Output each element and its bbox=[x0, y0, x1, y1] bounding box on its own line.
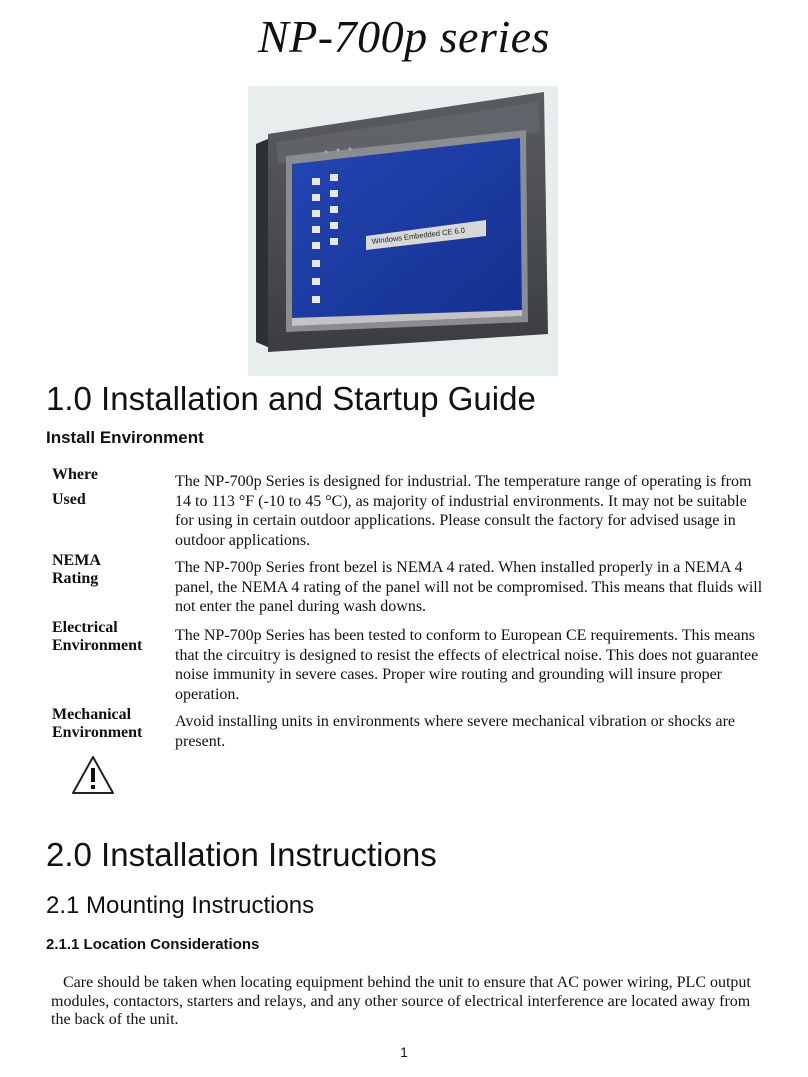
label-line: Mechanical bbox=[52, 706, 132, 723]
status-led bbox=[336, 148, 339, 151]
mounting-instructions-heading: 2.1 Mounting Instructions bbox=[46, 892, 315, 919]
install-environment-heading: Install Environment bbox=[46, 428, 204, 447]
status-led bbox=[324, 150, 327, 153]
document-title: NP-700p series bbox=[258, 11, 550, 62]
label-mechanical-environment bbox=[52, 706, 142, 742]
hmi-panel-illustration bbox=[248, 86, 558, 376]
os-logo-text: Windows Embedded CE 6.0 bbox=[371, 225, 466, 246]
label-line: Used bbox=[52, 491, 86, 508]
label-line: NEMA bbox=[52, 552, 101, 569]
label-where-used bbox=[52, 466, 98, 509]
section-heading-1: 1.0 Installation and Startup Guide bbox=[46, 380, 536, 417]
mechanical-environment-text: Avoid installing units in environments where severe mechanical vibration or shocks are present. bbox=[175, 713, 735, 750]
warning-icon bbox=[70, 754, 116, 801]
panel-side bbox=[256, 138, 270, 348]
page-number: 1 bbox=[400, 1044, 408, 1060]
location-considerations-heading: 2.1.1 Location Considerations bbox=[46, 936, 260, 953]
electrical-environment-text: The NP-700p Series has been tested to conform to European CE requirements. This means that the circuitry is designed to resist the effects of electrical noise. This does not guarantee noise immunity in severe cases. Proper wire routing and grounding will insure proper operation. bbox=[175, 627, 759, 703]
status-led bbox=[348, 147, 351, 150]
label-line: Electrical bbox=[52, 619, 118, 636]
label-line: Environment bbox=[52, 724, 143, 741]
section-heading-2: 2.0 Installation Instructions bbox=[46, 836, 437, 873]
label-electrical-environment bbox=[52, 619, 142, 655]
label-nema-rating bbox=[52, 552, 101, 588]
location-considerations-text: Care should be taken when locating equipment behind the unit to ensure that AC power wiring, PLC output modules, contactors, starters and relays, and any other source of electrical interference are located away from the back of the unit. bbox=[51, 974, 751, 1028]
product-photo bbox=[248, 86, 558, 376]
nema-rating-text: The NP-700p Series front bezel is NEMA 4 rated. When installed properly in a NEMA 4 panel, the NEMA 4 rating of the panel will not be compromised. This means that fluids will not enter the panel during wash downs. bbox=[175, 559, 763, 615]
label-line: Where bbox=[52, 466, 98, 483]
label-line: Rating bbox=[52, 570, 99, 587]
label-line: Environment bbox=[52, 637, 143, 654]
where-used-text: The NP-700p Series is designed for industrial. The temperature range of operating is from 14 to 113 °F (-10 to 45 °C), as majority of industrial environments. It may not be suitable for using in certain outdoor applications. Please consult the factory for advised usage in outdoor applications. bbox=[175, 473, 752, 549]
